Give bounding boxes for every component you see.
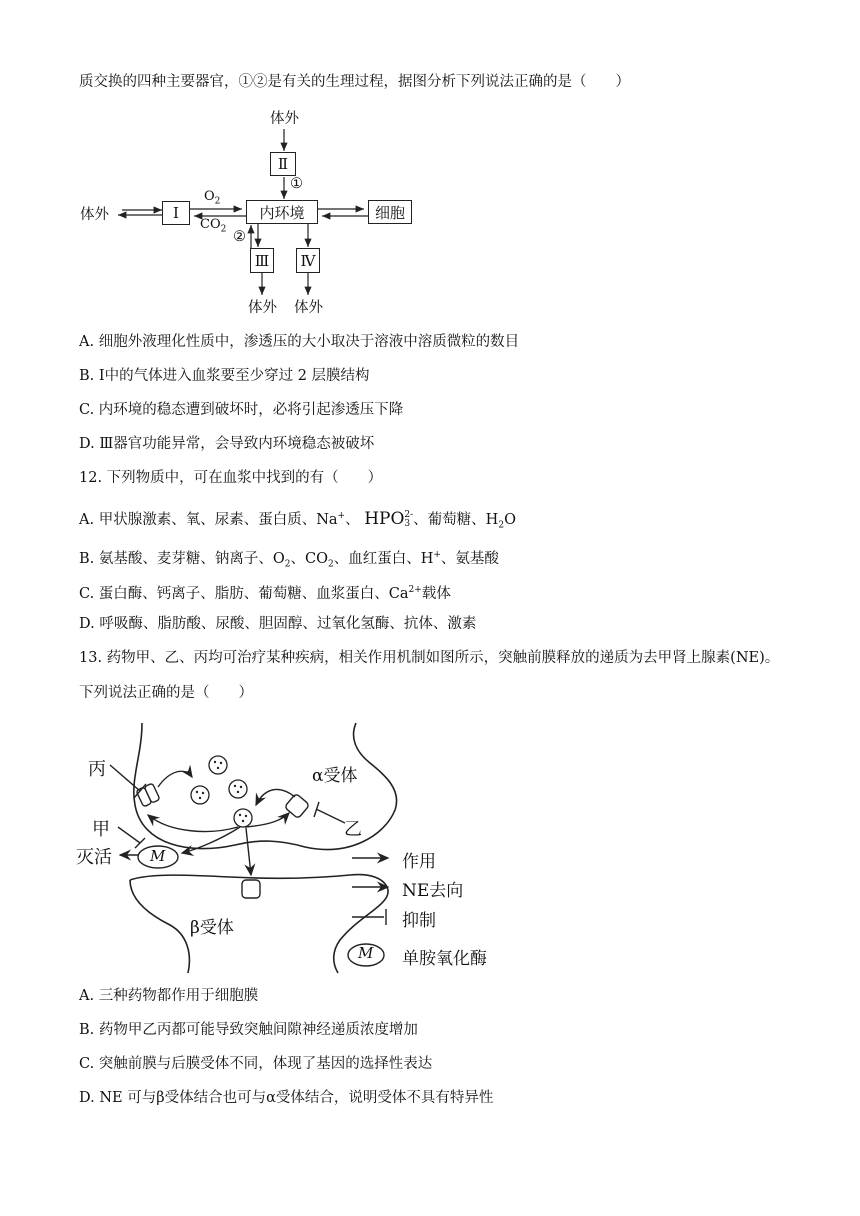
- option-11-b: B. Ⅰ中的气体进入血浆要至少穿过 2 层膜结构: [79, 368, 370, 384]
- box-internal-environment: 内环境: [246, 200, 318, 224]
- option-12-d: D. 呼吸酶、脂肪酸、尿酸、胆固醇、过氧化氢酶、抗体、激素: [79, 616, 477, 632]
- legend-mao-symbol: M: [358, 944, 374, 962]
- option-11-a: A. 细胞外液理化性质中，渗透压的大小取决于溶液中溶质微粒的数目: [79, 334, 520, 350]
- label-o2: $O_2$: [204, 189, 221, 207]
- label-outside-left: 体外: [80, 207, 109, 223]
- label-outside-top: 体外: [270, 111, 299, 127]
- figure-internal-environment: [70, 105, 430, 325]
- box-organ-i: Ⅰ: [162, 201, 190, 225]
- label-alpha-receptor: α受体: [312, 766, 358, 786]
- label-process-1: ①: [290, 176, 303, 192]
- label-co2: $CO_2$: [200, 217, 227, 235]
- label-drug-yi: 乙: [344, 819, 362, 840]
- legend-inhibit: 抑制: [402, 911, 436, 931]
- label-process-2: ②: [233, 229, 246, 245]
- box-cell: 细胞: [368, 200, 412, 224]
- box-organ-ii: Ⅱ: [270, 152, 296, 176]
- question-stem-13-line1: 13. 药物甲、乙、丙均可治疗某种疾病，相关作用机制如图所示，突触前膜释放的递质为去甲肾上腺素(NE)。: [79, 650, 780, 666]
- option-13-d: D. NE 可与β受体结合也可与α受体结合，说明受体不具有特异性: [79, 1090, 494, 1106]
- box-organ-iv: Ⅳ: [296, 248, 320, 273]
- label-outside-bottom-1: 体外: [248, 300, 277, 316]
- label-mao-symbol: M: [150, 847, 166, 865]
- option-13-b: B. 药物甲乙丙都可能导致突触间隙神经递质浓度增加: [79, 1022, 418, 1038]
- label-outside-bottom-2: 体外: [294, 300, 323, 316]
- option-12-c: C. 蛋白酶、钙离子、脂肪、葡萄糖、血浆蛋白、$Ca^{2+}$载体: [79, 585, 451, 602]
- option-13-c: C. 突触前膜与后膜受体不同，体现了基因的选择性表达: [79, 1056, 433, 1072]
- question-stem-13-line2: 下列说法正确的是（ ）: [79, 685, 253, 701]
- option-12-b: B. 氨基酸、麦芽糖、钠离子、$O_2$、$CO_2$、血红蛋白、H+、氨基酸: [79, 550, 499, 570]
- question-stem-11: 质交换的四种主要器官，①②是有关的生理过程，据图分析下列说法正确的是（ ）: [79, 74, 630, 90]
- synapse-drawing: [70, 715, 540, 975]
- option-12-a: A. 甲状腺激素、氧、尿素、蛋白质、Na+、 HPO2- 3 、葡萄糖、$H_2O$: [79, 508, 516, 531]
- label-beta-receptor: β受体: [190, 918, 234, 938]
- question-stem-12: 12. 下列物质中，可在血浆中找到的有（ ）: [79, 470, 383, 486]
- label-inactivate: 灭活: [76, 847, 112, 868]
- label-drug-bing: 丙: [88, 759, 106, 780]
- figure-synapse: [70, 715, 540, 975]
- legend-action: 作用: [402, 852, 436, 872]
- option-11-c: C. 内环境的稳态遭到破坏时，必将引起渗透压下降: [79, 402, 404, 418]
- box-organ-iii: Ⅲ: [250, 248, 274, 273]
- label-drug-jia: 甲: [92, 819, 110, 840]
- legend-ne-destination: NE去向: [402, 881, 464, 901]
- option-13-a: A. 三种药物都作用于细胞膜: [79, 988, 259, 1004]
- legend-mao: 单胺氧化酶: [402, 949, 487, 969]
- option-11-d: D. Ⅲ器官功能异常，会导致内环境稳态被破坏: [79, 436, 375, 452]
